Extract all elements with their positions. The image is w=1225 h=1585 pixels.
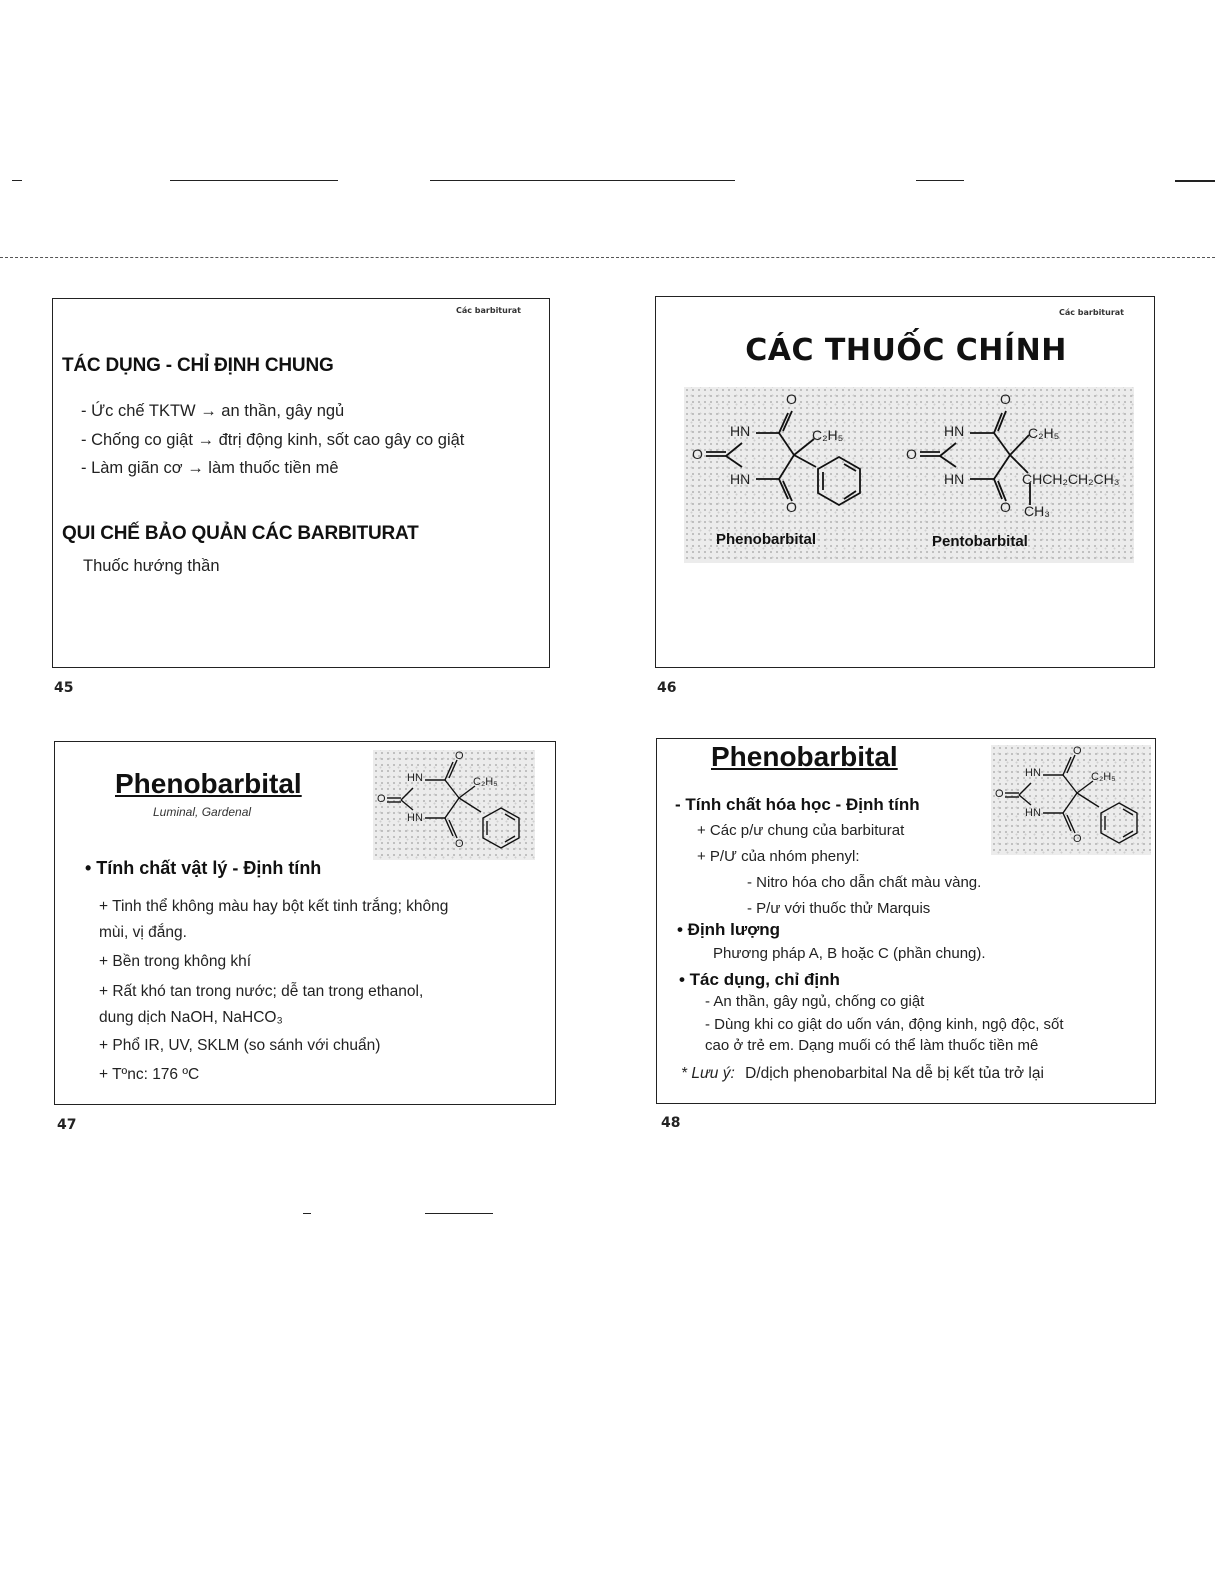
slide-number: 48 [661, 1115, 681, 1131]
slide-46 [655, 296, 1155, 668]
section-title-effects: TÁC DỤNG - CHỈ ĐỊNH CHUNG [62, 355, 334, 376]
slide-48 [656, 738, 1156, 1104]
section-title-physical: • Tính chất vật lý - Định tính [85, 858, 322, 878]
effect-item: - Ức chế TKTW → an thần, gây ngủ [81, 402, 345, 420]
effect-item: - Chống co giật → đtrị động kinh, sốt cao gây co giật [81, 431, 465, 449]
atom-label-o: O [692, 446, 703, 462]
chemical-item: + P/Ư của nhóm phenyl: [697, 848, 860, 865]
slide-number: 47 [57, 1117, 77, 1133]
atom-label-o: O [1073, 745, 1082, 757]
atom-label-o: O [455, 750, 464, 762]
property-item: + Tinh thể không màu hay bột kết tinh trắng; không [99, 898, 449, 915]
atom-label-hn: HN [1025, 767, 1041, 779]
note-line [681, 1065, 1044, 1083]
atom-label-o: O [1000, 499, 1011, 515]
property-item: mùi, vị đắng. [99, 924, 187, 941]
property-item: + Bền trong không khí [99, 953, 252, 970]
use-item: - An thần, gây ngủ, chống co giật [705, 993, 925, 1010]
property-item: + Tºnc: 176 ºC [99, 1066, 200, 1083]
slide-number: 45 [54, 680, 74, 696]
storage-text: Thuốc hướng thần [83, 557, 220, 575]
atom-label-o: O [1000, 391, 1011, 407]
scan-artifact-line [430, 180, 735, 181]
atom-label-hn: HN [407, 812, 423, 824]
atom-label-o: O [995, 788, 1004, 800]
atom-label-o: O [906, 446, 917, 462]
note-text: D/dịch phenobarbital Na dễ bị kết tủa trở lại [745, 1065, 1044, 1082]
scan-artifact-line [12, 180, 22, 181]
atom-label-o: O [786, 391, 797, 407]
atom-label-c2h5: C₂H₅ [812, 427, 844, 443]
effect-item: - Làm giãn cơ → làm thuốc tiền mê [81, 459, 339, 477]
note-label: * Lưu ý: [681, 1065, 735, 1082]
atom-label-c2h5: C₂H₅ [473, 776, 498, 788]
use-item: cao ở trẻ em. Dạng muối có thể làm thuốc tiền mê [705, 1037, 1039, 1054]
scan-artifact-line [0, 257, 1215, 258]
molecule-image [991, 745, 1151, 855]
atom-label-hn: HN [730, 471, 751, 487]
chemical-item: - P/ư với thuốc thử Marquis [747, 900, 931, 917]
atom-label-hn: HN [730, 423, 751, 439]
scan-artifact-line [303, 1213, 311, 1214]
atom-label-o: O [377, 793, 386, 805]
slide-title: Phenobarbital [711, 741, 898, 772]
scan-artifact-line [425, 1213, 493, 1214]
atom-label-hn: HN [407, 772, 423, 784]
property-item: + Phổ IR, UV, SKLM (so sánh với chuẩn) [99, 1037, 381, 1054]
atom-label-chain: CHCH₂CH₂CH₃ [1022, 471, 1120, 487]
chemical-item: - Nitro hóa cho dẫn chất màu vàng. [747, 874, 982, 891]
atom-label-ch3: CH₃ [1024, 503, 1050, 519]
atom-label-c2h5: C₂H₅ [1091, 771, 1116, 783]
slide-header-tag: Các barbiturat [1058, 308, 1124, 317]
slide-title: CÁC THUỐC CHÍNH [745, 333, 1067, 368]
molecules-image [684, 387, 1134, 563]
slide-title: Phenobarbital [115, 768, 302, 799]
atom-label-o: O [1073, 833, 1082, 845]
atom-label-hn: HN [944, 423, 965, 439]
property-item: dung dịch NaOH, NaHCO₃ [99, 1009, 283, 1026]
atom-label-c2h5: C₂H₅ [1028, 425, 1060, 441]
atom-label-hn: HN [944, 471, 965, 487]
scan-artifact-line [916, 180, 964, 181]
scan-artifact-line [1175, 180, 1215, 182]
slide-subtitle: Luminal, Gardenal [153, 805, 252, 819]
scan-artifact-line [170, 180, 338, 181]
chemical-item: + Các p/ư chung của barbiturat [697, 822, 905, 839]
slide-header-tag: Các barbiturat [455, 306, 521, 315]
molecule-name-pentobarbital: Pentobarbital [932, 533, 1028, 550]
slide-45 [52, 298, 550, 668]
phenobarbital-structure [373, 750, 535, 860]
section-title-storage: QUI CHẾ BẢO QUẢN CÁC BARBITURAT [62, 523, 419, 544]
section-title-uses: • Tác dụng, chỉ định [679, 970, 840, 989]
molecule-name-phenobarbital: Phenobarbital [716, 531, 817, 548]
molecule-image [373, 750, 535, 860]
section-title-assay: • Định lượng [677, 920, 781, 939]
atom-label-o: O [786, 499, 797, 515]
property-item: + Rất khó tan trong nước; dễ tan trong ethanol, [99, 983, 424, 1000]
atom-label-hn: HN [1025, 807, 1041, 819]
slide-number: 46 [657, 680, 677, 696]
phenobarbital-structure [991, 745, 1151, 855]
slide-47 [54, 741, 556, 1105]
section-title-chemical: - Tính chất hóa học - Định tính [675, 795, 920, 814]
atom-label-o: O [455, 838, 464, 850]
assay-text: Phương pháp A, B hoặc C (phần chung). [713, 945, 986, 962]
use-item: - Dùng khi co giật do uốn ván, động kinh, ngộ độc, sốt [705, 1016, 1064, 1033]
